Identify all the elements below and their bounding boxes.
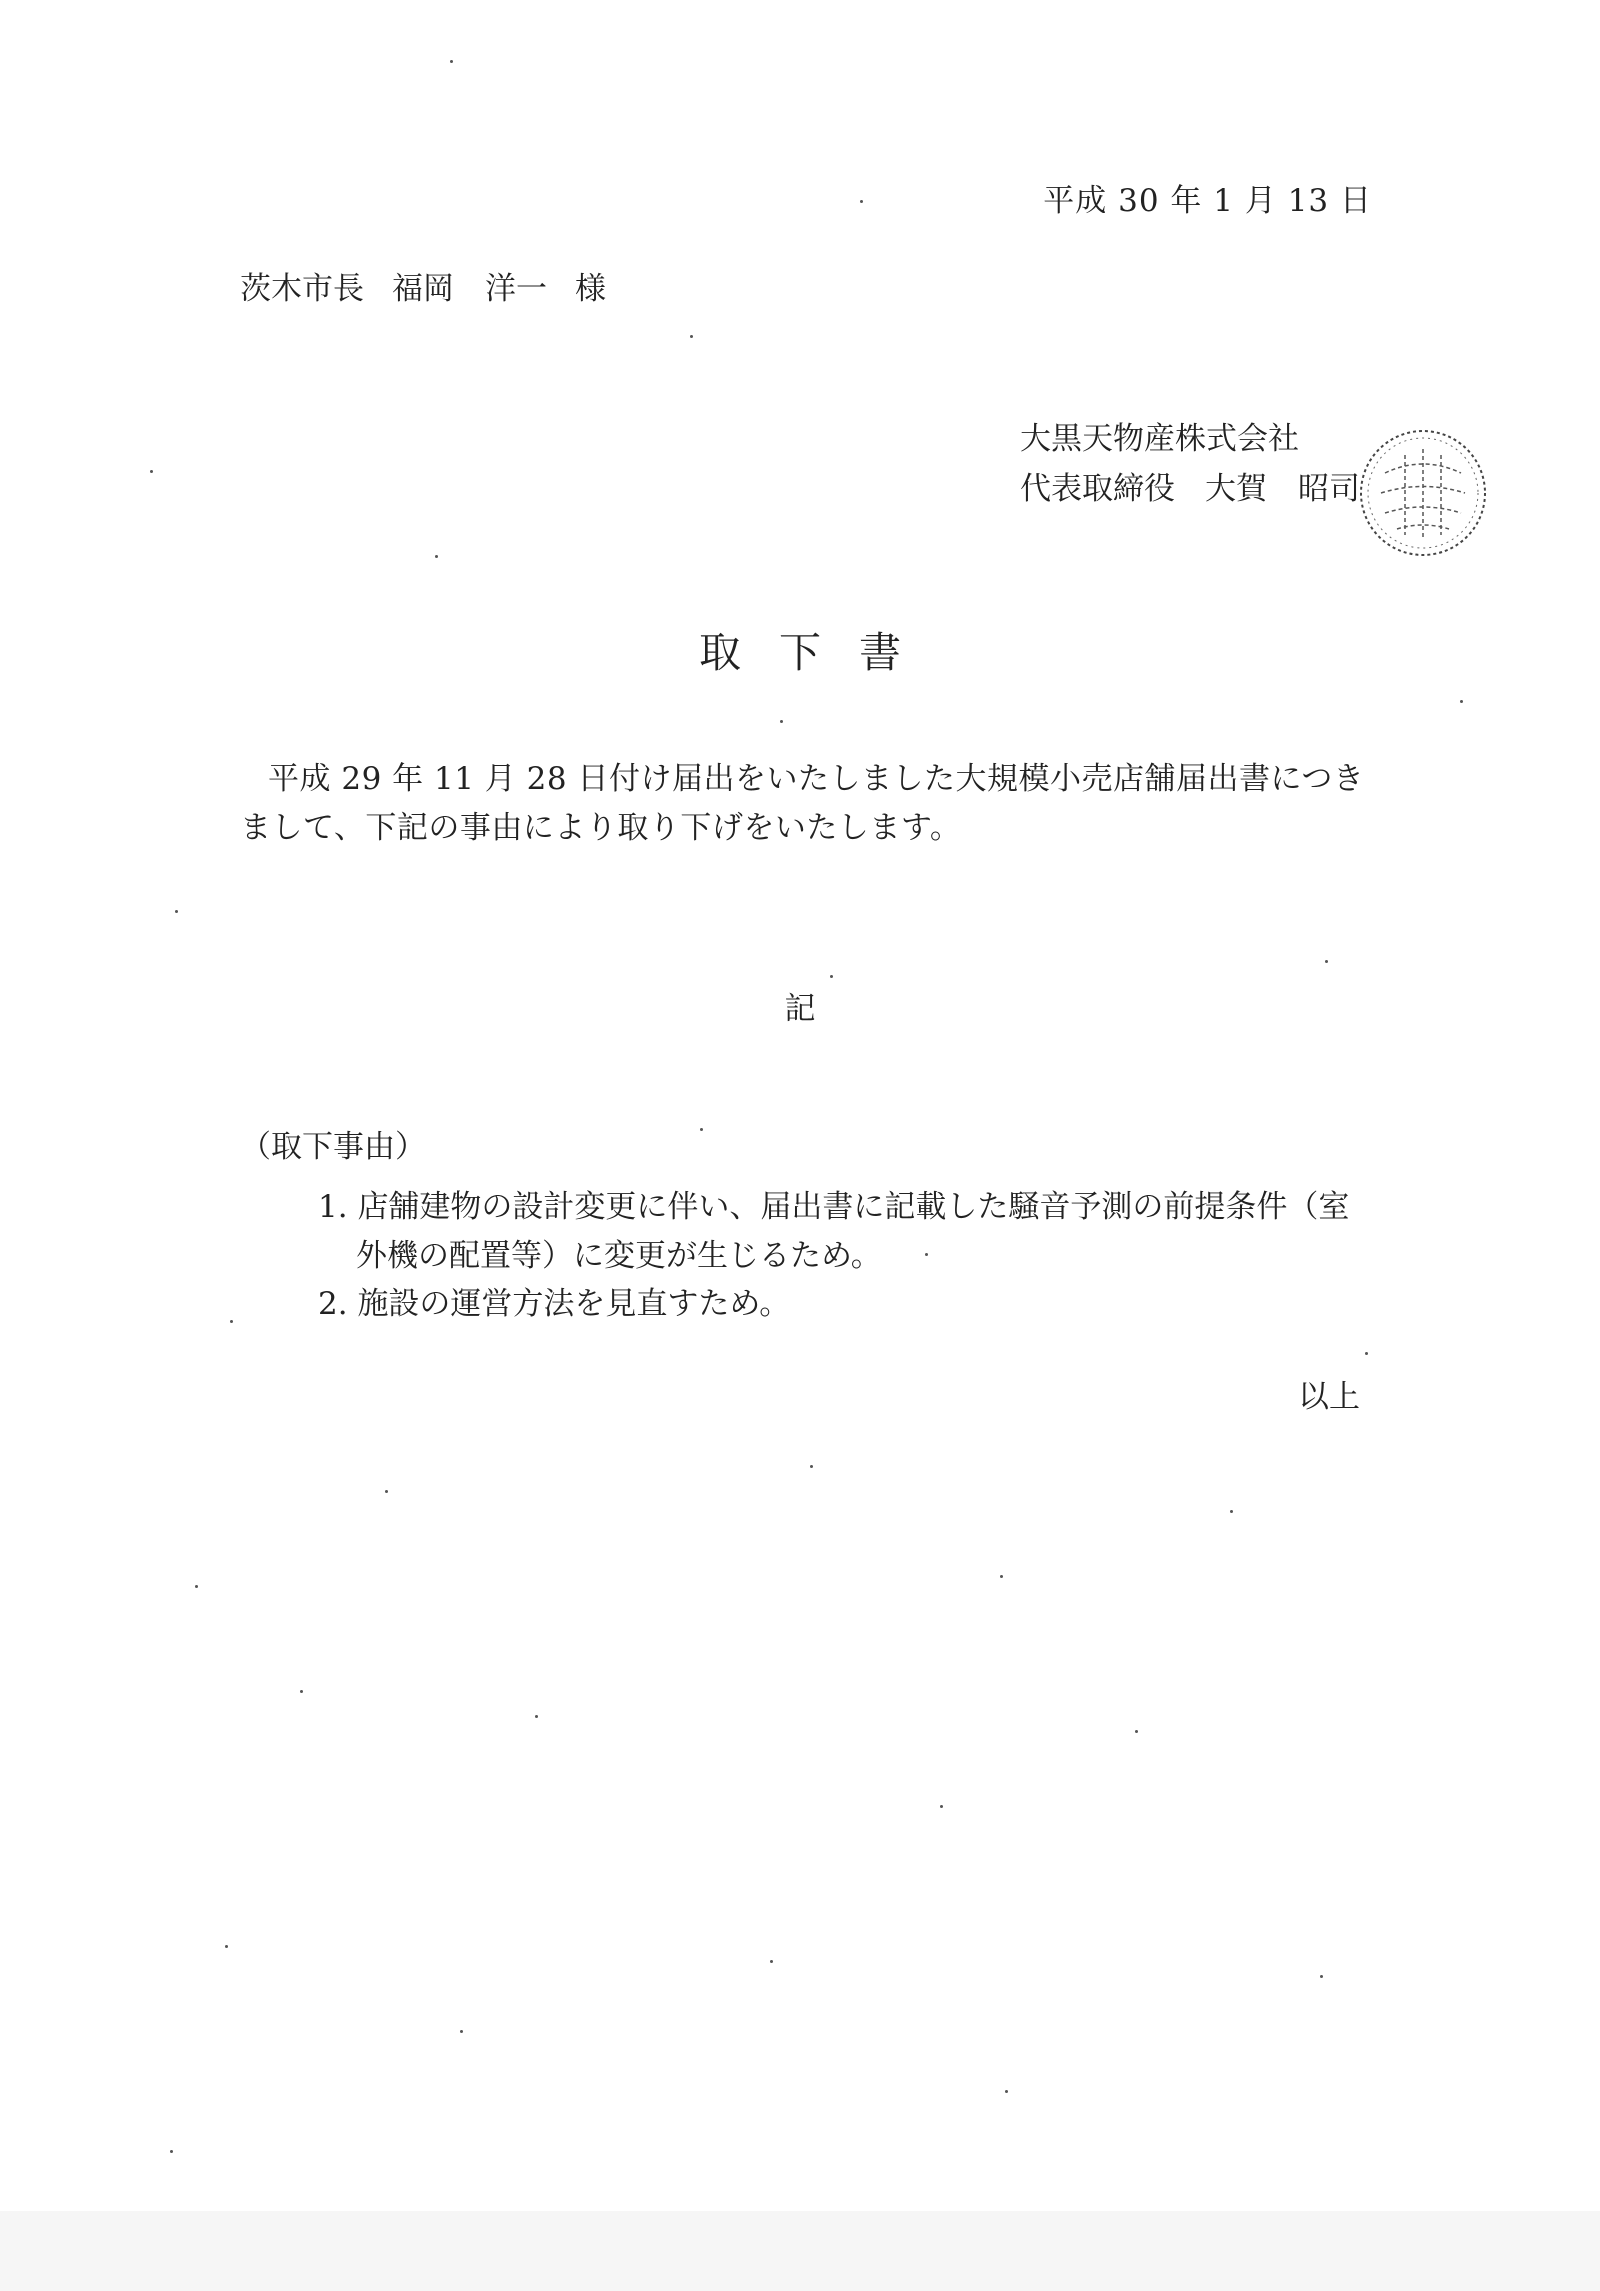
addressee-title: 茨木市長 bbox=[240, 271, 364, 307]
reason-number: 2. bbox=[318, 1286, 348, 1322]
reason-text: 店舗建物の設計変更に伴い、届出書に記載した騒音予測の前提条件（室 bbox=[357, 1189, 1350, 1225]
document-body: 平成 29 年 11 月 28 日付け届出をいたしました大規模小売店舗届出書につきまして、下記の事由により取り下げをいたします。 bbox=[240, 761, 1365, 846]
reason-text-continued: 外機の配置等）に変更が生じるため。 bbox=[356, 1238, 882, 1274]
company-seal-stamp bbox=[1355, 425, 1491, 561]
document-title: 取下書 bbox=[698, 628, 939, 677]
addressee bbox=[240, 271, 634, 307]
closing-text: 以上 bbox=[1298, 1379, 1360, 1415]
reason-heading: （取下事由） bbox=[240, 1129, 426, 1165]
sender-name: 大賀 昭司 bbox=[1205, 471, 1360, 507]
sender-position: 代表取締役 bbox=[1020, 471, 1175, 507]
sender-representative bbox=[1020, 471, 1390, 507]
scan-edge-shade bbox=[0, 2211, 1600, 2291]
addressee-name: 福岡 洋一 bbox=[392, 271, 547, 307]
reason-number: 1. bbox=[318, 1189, 348, 1225]
reason-item bbox=[318, 1280, 1378, 1329]
ki-heading: 記 bbox=[784, 991, 816, 1027]
reason-text: 施設の運営方法を見直すため。 bbox=[357, 1286, 791, 1322]
reason-item bbox=[318, 1183, 1378, 1281]
document-date: 平成 30 年 1 月 13 日 bbox=[1043, 183, 1372, 219]
addressee-honorific: 様 bbox=[575, 271, 606, 307]
sender-company: 大黒天物産株式会社 bbox=[1020, 421, 1299, 457]
